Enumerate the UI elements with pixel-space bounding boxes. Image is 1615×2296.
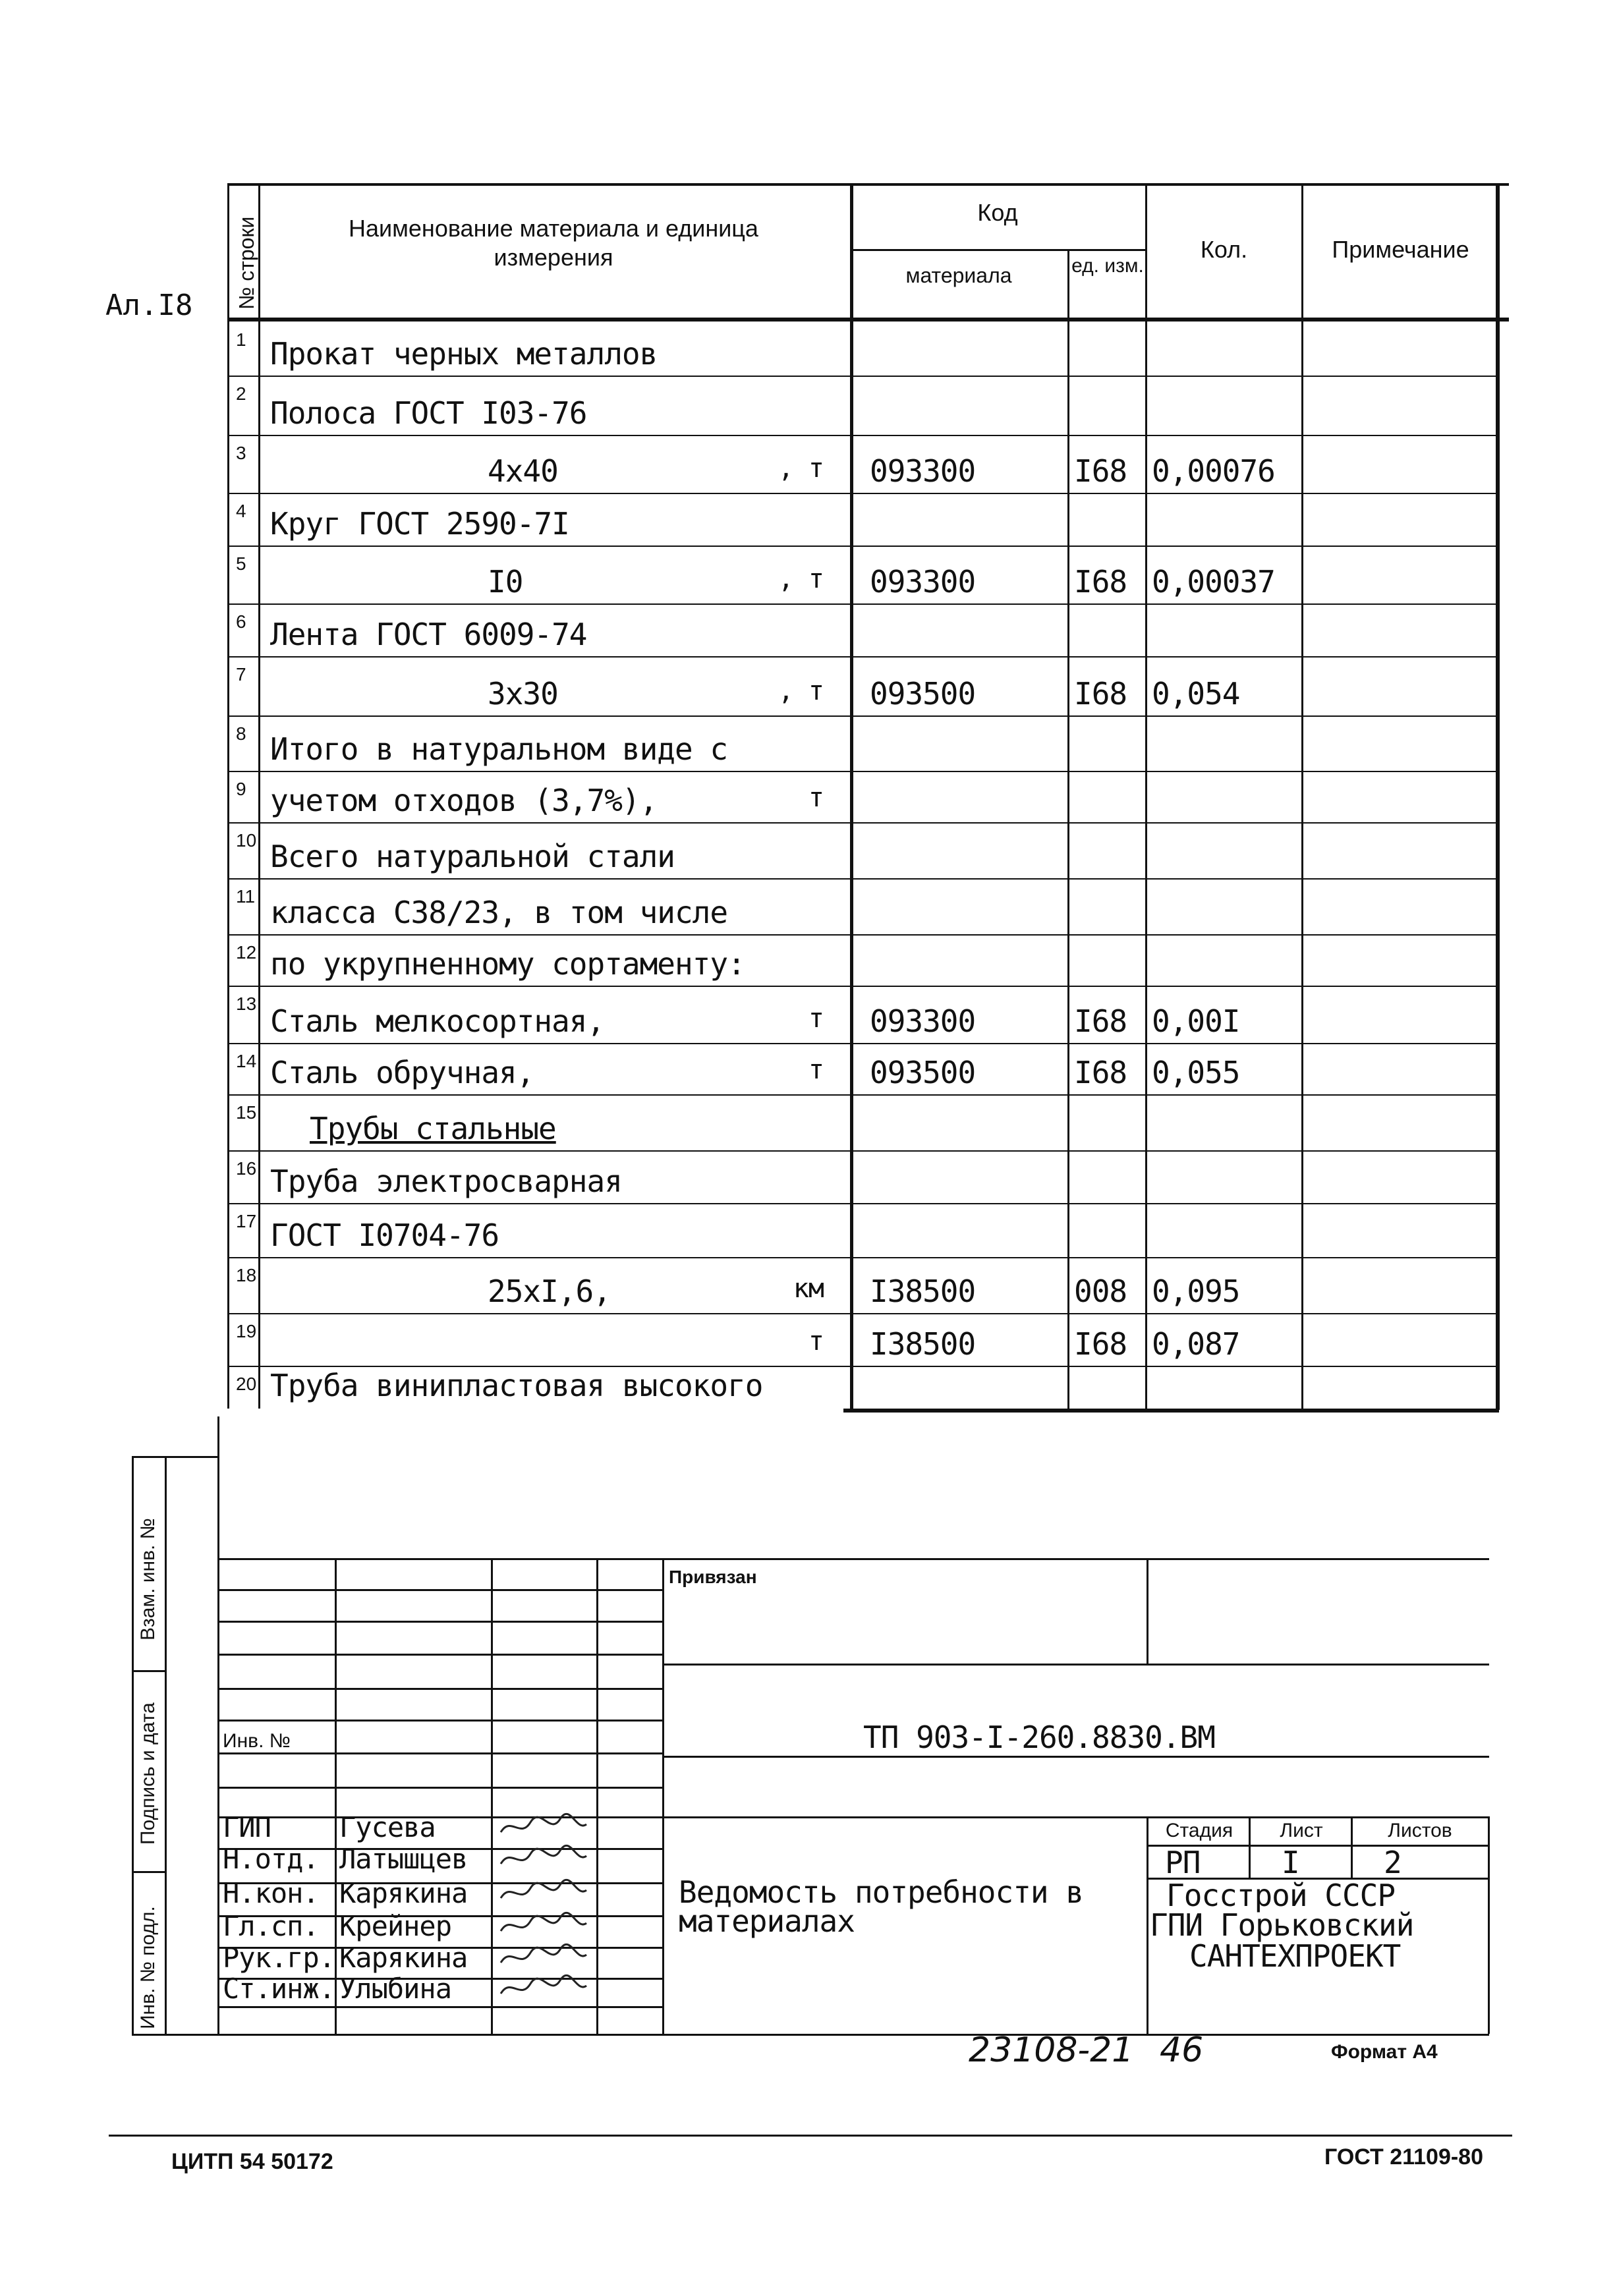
row-number: 16: [236, 1158, 257, 1179]
row-unit-code: I68: [1074, 564, 1127, 600]
row-number: 13: [236, 994, 257, 1014]
row-quantity: 0,054: [1152, 676, 1240, 712]
signature-icon: [497, 1844, 590, 1879]
row-unit: т: [808, 1326, 824, 1357]
name-header: Наименование материала и единица измерения: [349, 215, 758, 271]
signature-icon: [497, 1878, 590, 1913]
row-material-code: 093500: [870, 1055, 976, 1090]
inv-no-label: Инв. №: [223, 1730, 291, 1752]
row-number: 2: [236, 383, 246, 404]
footer-rule: [109, 2135, 1512, 2137]
row-material-code: 093300: [870, 564, 976, 600]
row-number: 9: [236, 779, 246, 799]
row-unit-code: I68: [1074, 453, 1127, 489]
row-name: Трубы стальные: [310, 1111, 556, 1146]
privyazan-label: Привязан: [669, 1567, 757, 1587]
row-name: Сталь обручная,: [270, 1055, 534, 1090]
row-number: 5: [236, 553, 246, 574]
vzam-inv-label: Взам. инв. №: [137, 1518, 159, 1640]
row-unit: , т: [778, 564, 824, 594]
signer-role: Гл.сп.: [223, 1910, 319, 1942]
row-number: 7: [236, 664, 246, 685]
unit-header: ед. изм.: [1071, 255, 1144, 277]
row-unit-code: I68: [1074, 1055, 1127, 1090]
row-number: 8: [236, 723, 246, 744]
signer-name: Латышцев: [339, 1843, 468, 1875]
signer-name: Карякина: [339, 1942, 468, 1974]
row-unit: т: [808, 1003, 824, 1034]
row-name: 3х30: [488, 676, 558, 712]
sheets-count-label: Листов: [1388, 1820, 1452, 1841]
row-name: ГОСТ I0704-76: [270, 1218, 499, 1253]
signer-name: Карякина: [339, 1877, 468, 1909]
row-unit-code: 008: [1074, 1274, 1127, 1309]
row-number: 17: [236, 1211, 257, 1231]
row-number: 10: [236, 830, 257, 851]
row-number: 3: [236, 443, 246, 463]
printer-code: ЦИТП 54 50172: [171, 2149, 333, 2174]
sheet-value: I: [1282, 1845, 1299, 1880]
gost-reference: ГОСТ 21109-80: [1324, 2144, 1484, 2170]
row-name: 25хI,6,: [488, 1274, 611, 1309]
signer-role: Н.кон.: [223, 1877, 319, 1909]
signature-icon: [497, 1943, 590, 1978]
signature-icon: [497, 1812, 590, 1847]
sheet-label: Ал.I8: [105, 289, 193, 322]
handwritten-archive-number: 23108-21: [969, 2030, 1134, 2070]
row-name: Круг ГОСТ 2590-7I: [270, 506, 569, 542]
row-name: Всего натуральной стали: [270, 839, 675, 874]
inv-podl-label: Инв. № подл.: [137, 1906, 159, 2029]
row-name: Сталь мелкосортная,: [270, 1003, 605, 1039]
qty-header: Кол.: [1200, 236, 1248, 263]
row-material-code: 093500: [870, 676, 976, 712]
signature-icon: [497, 1911, 590, 1946]
row-quantity: 0,055: [1152, 1055, 1240, 1090]
row-name: по укрупненному сортаменту:: [270, 946, 745, 982]
row-number: 18: [236, 1265, 257, 1285]
stage-value: РП: [1165, 1845, 1201, 1880]
row-quantity: 0,00037: [1152, 564, 1275, 600]
org-line-2: ГПИ Горьковский: [1150, 1907, 1414, 1943]
signer-role: ГИП: [223, 1811, 271, 1843]
row-unit: т: [808, 1055, 824, 1085]
row-name: I0: [488, 564, 523, 600]
row-unit-code: I68: [1074, 1003, 1127, 1039]
row-name: класса С38/23, в том числе: [270, 895, 728, 930]
row-name: учетом отходов (3,7%),: [270, 783, 658, 818]
row-number: 20: [236, 1374, 257, 1394]
row-name: Труба электросварная: [270, 1163, 622, 1199]
row-material-code: 093300: [870, 1003, 976, 1039]
row-unit: , т: [778, 676, 824, 706]
row-number: 19: [236, 1321, 257, 1341]
signer-role: Рук.гр.: [223, 1942, 335, 1974]
row-unit: км: [793, 1274, 824, 1304]
row-material-code: I38500: [870, 1274, 976, 1309]
stage-label: Стадия: [1165, 1820, 1233, 1841]
row-quantity: 0,00I: [1152, 1003, 1240, 1039]
row-unit: , т: [778, 453, 824, 484]
row-number: 1: [236, 329, 246, 350]
row-number: 11: [236, 886, 256, 907]
row-name: 4х40: [488, 453, 558, 489]
sheets-value: 2: [1384, 1845, 1402, 1880]
row-number: 15: [236, 1102, 257, 1123]
row-unit-code: I68: [1074, 676, 1127, 712]
row-number: 14: [236, 1051, 257, 1071]
note-header: Примечание: [1332, 236, 1469, 263]
signer-role: Ст.инж.: [223, 1973, 335, 2005]
row-number: 12: [236, 942, 257, 963]
handwritten-page-number: 46: [1160, 2030, 1204, 2070]
row-name: Лента ГОСТ 6009-74: [270, 617, 587, 652]
row-number: 6: [236, 611, 246, 632]
row-material-code: 093300: [870, 453, 976, 489]
row-name: Прокат черных металлов: [270, 336, 658, 372]
sheet-no-label: Лист: [1280, 1820, 1323, 1841]
signature-icon: [497, 1974, 590, 2009]
row-name: Итого в натуральном виде с: [270, 731, 728, 767]
row-number-header: № строки: [235, 216, 258, 310]
podpis-data-label: Подпись и дата: [137, 1702, 159, 1845]
row-name: Труба винипластовая высокого: [270, 1368, 763, 1403]
document-code: ТП 903-I-260.8830.ВМ: [863, 1720, 1215, 1755]
format-label: Формат А4: [1331, 2041, 1438, 2063]
document-title: Ведомость потребности в материалах: [679, 1874, 1083, 1939]
code-header: Код: [977, 199, 1018, 226]
row-unit-code: I68: [1074, 1326, 1127, 1362]
row-number: 4: [236, 501, 246, 521]
row-material-code: I38500: [870, 1326, 976, 1362]
row-quantity: 0,00076: [1152, 453, 1275, 489]
signer-role: Н.отд.: [223, 1843, 319, 1875]
row-quantity: 0,087: [1152, 1326, 1240, 1362]
material-header: материала: [905, 264, 1012, 287]
row-name: Полоса ГОСТ I03-76: [270, 395, 587, 431]
signer-name: Крейнер: [339, 1910, 452, 1942]
org-line-3: САНТЕХПРОЕКТ: [1189, 1938, 1401, 1974]
row-unit: т: [808, 783, 824, 813]
signer-name: Улыбина: [339, 1973, 452, 2005]
signer-name: Гусева: [339, 1811, 436, 1843]
row-quantity: 0,095: [1152, 1274, 1240, 1309]
org-line-1: Госстрой СССР: [1166, 1878, 1396, 1913]
